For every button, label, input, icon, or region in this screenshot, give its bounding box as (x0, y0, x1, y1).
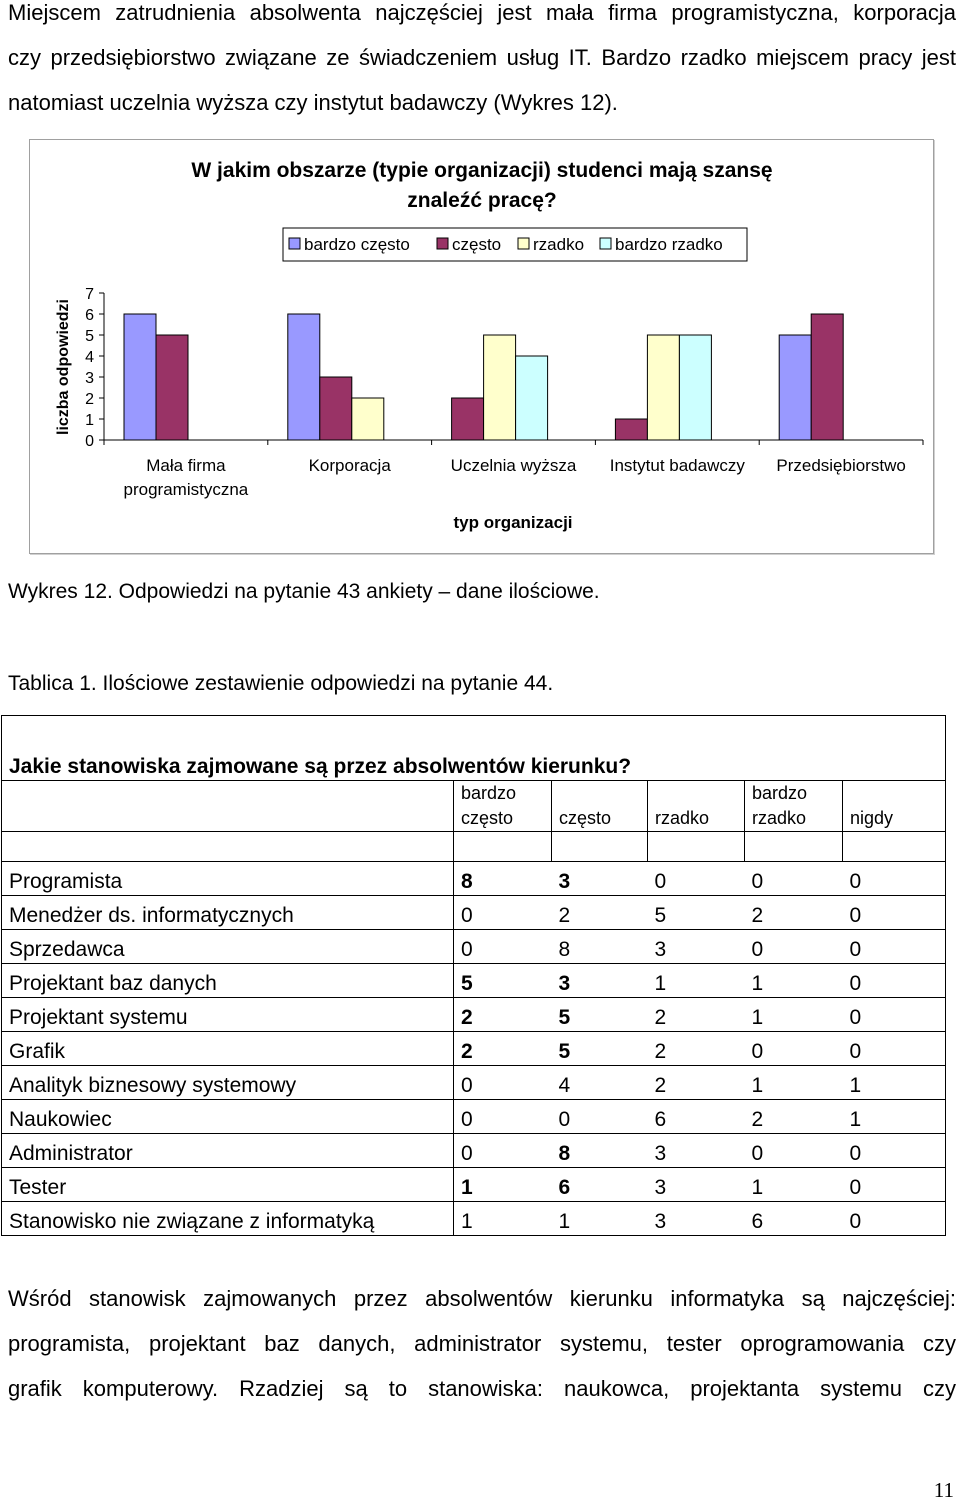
value-cell: 0 (843, 998, 946, 1032)
closing-line-3: grafik komputerowy. Rzadziej są to stanowiska: naukowca, projektanta systemu czy (8, 1376, 956, 1401)
y-tick-label: 2 (85, 391, 94, 408)
bar-bardzo-rzadko (516, 356, 548, 440)
y-tick-label: 5 (85, 328, 94, 345)
value-cell: 5 (648, 896, 745, 930)
row-label: Stanowisko nie związane z informatyką (2, 1202, 454, 1236)
row-label: Tester (2, 1168, 454, 1202)
x-category-label: programistyczna (123, 480, 249, 499)
value-cell: 0 (745, 862, 843, 896)
table-spacer-row (2, 832, 946, 862)
y-tick-label: 0 (85, 433, 94, 450)
bar-rzadko (647, 335, 679, 440)
row-label: Programista (2, 862, 454, 896)
table-row (2, 998, 946, 1032)
value-cell: 2 (552, 896, 648, 930)
chart-frame (29, 139, 934, 554)
value-cell: 0 (843, 1202, 946, 1236)
legend-swatch (437, 238, 448, 249)
row-label: Grafik (2, 1032, 454, 1066)
value-cell: 0 (648, 862, 745, 896)
value-cell: 1 (648, 964, 745, 998)
bar-bardzo-często (288, 314, 320, 440)
intro-line-1: Miejscem zatrudnienia absolwenta najczęściej jest mała firma programistyczna, korporacja (8, 0, 956, 25)
x-category-label: Korporacja (308, 456, 391, 475)
value-cell: 3 (648, 1168, 745, 1202)
bar-często (452, 398, 484, 440)
table-row (2, 1134, 946, 1168)
value-cell: 2 (648, 1066, 745, 1100)
x-axis-label: typ organizacji (453, 513, 573, 532)
intro-line-3: natomiast uczelnia wyższa czy instytut badawczy (Wykres 12). (8, 90, 618, 115)
value-cell: 0 (454, 1066, 552, 1100)
y-tick-label: 3 (85, 370, 94, 387)
value-cell: 0 (454, 896, 552, 930)
legend-swatch (518, 238, 529, 249)
value-cell: 1 (745, 1066, 843, 1100)
value-cell: 0 (843, 1168, 946, 1202)
chart-title-line: W jakim obszarze (typie organizacji) studenci mają szansę (191, 159, 773, 182)
value-cell: 0 (843, 896, 946, 930)
value-cell: 8 (454, 862, 552, 896)
closing-line-2: programista, projektant baz danych, administrator systemu, tester oprogramowania czy (8, 1331, 956, 1356)
table-row (2, 930, 946, 964)
legend-label: bardzo rzadko (615, 235, 723, 254)
spacer-cell (648, 832, 745, 862)
row-label: Projektant systemu (2, 998, 454, 1032)
bar-rzadko (352, 398, 384, 440)
value-cell: 6 (648, 1100, 745, 1134)
value-cell: 1 (454, 1168, 552, 1202)
value-cell: 6 (745, 1202, 843, 1236)
spacer-cell (2, 832, 454, 862)
row-label: Administrator (2, 1134, 454, 1168)
value-cell: 0 (454, 930, 552, 964)
x-category-label: Przedsiębiorstwo (776, 456, 906, 475)
chart-caption: Wykres 12. Odpowiedzi na pytanie 43 ankiety – dane ilościowe. (8, 580, 600, 603)
legend-label: często (452, 235, 502, 254)
spacer-cell (552, 832, 648, 862)
bar-chart (30, 140, 933, 553)
value-cell: 1 (454, 1202, 552, 1236)
row-label: Naukowiec (2, 1100, 454, 1134)
value-cell: 2 (454, 998, 552, 1032)
closing-line-1: Wśród stanowisk zajmowanych przez absolwentów kierunku informatyka są najczęściej: (8, 1286, 956, 1311)
table-row (2, 1100, 946, 1134)
chart-title-line: znaleźć pracę? (407, 189, 557, 212)
row-label: Projektant baz danych (2, 964, 454, 998)
column-header: często (552, 781, 648, 832)
bar-często (615, 419, 647, 440)
header-empty-cell (2, 781, 454, 832)
intro-line-2: czy przedsiębiorstwo związane ze świadczeniem usług IT. Bardzo rzadko miejscem pracy jest (8, 45, 956, 70)
value-cell: 3 (648, 930, 745, 964)
value-cell: 2 (745, 896, 843, 930)
value-cell: 1 (745, 964, 843, 998)
value-cell: 0 (843, 964, 946, 998)
value-cell: 1 (552, 1202, 648, 1236)
value-cell: 1 (843, 1100, 946, 1134)
value-cell: 1 (843, 1066, 946, 1100)
value-cell: 2 (745, 1100, 843, 1134)
table-row (2, 1202, 946, 1236)
y-tick-label: 7 (85, 286, 94, 303)
x-category-label: Mała firma (146, 456, 226, 475)
bar-bardzo-rzadko (679, 335, 711, 440)
legend-swatch (600, 238, 611, 249)
bar-często (320, 377, 352, 440)
closing-paragraph (8, 1276, 956, 1411)
column-header: bardzo często (454, 781, 552, 832)
column-header: rzadko (648, 781, 745, 832)
y-tick-label: 1 (85, 412, 94, 429)
value-cell: 5 (454, 964, 552, 998)
data-table (1, 715, 946, 1236)
spacer-cell (745, 832, 843, 862)
value-cell: 0 (843, 862, 946, 896)
bar-bardzo-często (124, 314, 156, 440)
table-title: Jakie stanowiska zajmowane są przez absolwentów kierunku? (2, 716, 946, 781)
legend-label: bardzo często (304, 235, 410, 254)
page-number: 11 (933, 1478, 954, 1502)
value-cell: 8 (552, 1134, 648, 1168)
value-cell: 2 (454, 1032, 552, 1066)
value-cell: 3 (552, 964, 648, 998)
table-row (2, 1032, 946, 1066)
value-cell: 0 (843, 1032, 946, 1066)
table-row (2, 896, 946, 930)
value-cell: 5 (552, 1032, 648, 1066)
value-cell: 3 (648, 1202, 745, 1236)
x-category-label: Uczelnia wyższa (450, 456, 577, 475)
column-header: bardzo rzadko (745, 781, 843, 832)
value-cell: 0 (745, 1032, 843, 1066)
y-axis-label: liczba odpowiedzi (55, 298, 72, 436)
table-row (2, 1168, 946, 1202)
table-caption: Tablica 1. Ilościowe zestawienie odpowiedzi na pytanie 44. (8, 672, 554, 695)
value-cell: 0 (745, 1134, 843, 1168)
column-header: nigdy (843, 781, 946, 832)
y-tick-label: 4 (85, 349, 94, 366)
row-label: Sprzedawca (2, 930, 454, 964)
value-cell: 1 (745, 998, 843, 1032)
bar-rzadko (484, 335, 516, 440)
value-cell: 0 (843, 930, 946, 964)
bar-często (156, 335, 188, 440)
value-cell: 4 (552, 1066, 648, 1100)
value-cell: 5 (552, 998, 648, 1032)
spacer-cell (454, 832, 552, 862)
table-title-row (2, 716, 946, 781)
value-cell: 0 (454, 1134, 552, 1168)
intro-paragraph (8, 0, 956, 125)
row-label: Menedżer ds. informatycznych (2, 896, 454, 930)
value-cell: 8 (552, 930, 648, 964)
table-header-row (2, 781, 946, 832)
value-cell: 0 (552, 1100, 648, 1134)
table-row (2, 964, 946, 998)
value-cell: 3 (552, 862, 648, 896)
bar-bardzo-często (779, 335, 811, 440)
bar-często (811, 314, 843, 440)
value-cell: 6 (552, 1168, 648, 1202)
legend-label: rzadko (533, 235, 585, 254)
value-cell: 0 (745, 930, 843, 964)
y-tick-label: 6 (85, 307, 94, 324)
value-cell: 1 (745, 1168, 843, 1202)
value-cell: 3 (648, 1134, 745, 1168)
legend-swatch (289, 238, 300, 249)
value-cell: 0 (843, 1134, 946, 1168)
spacer-cell (843, 832, 946, 862)
table-row (2, 862, 946, 896)
table-row (2, 1066, 946, 1100)
x-category-label: Instytut badawczy (609, 456, 745, 475)
value-cell: 2 (648, 1032, 745, 1066)
value-cell: 2 (648, 998, 745, 1032)
row-label: Analityk biznesowy systemowy (2, 1066, 454, 1100)
value-cell: 0 (454, 1100, 552, 1134)
